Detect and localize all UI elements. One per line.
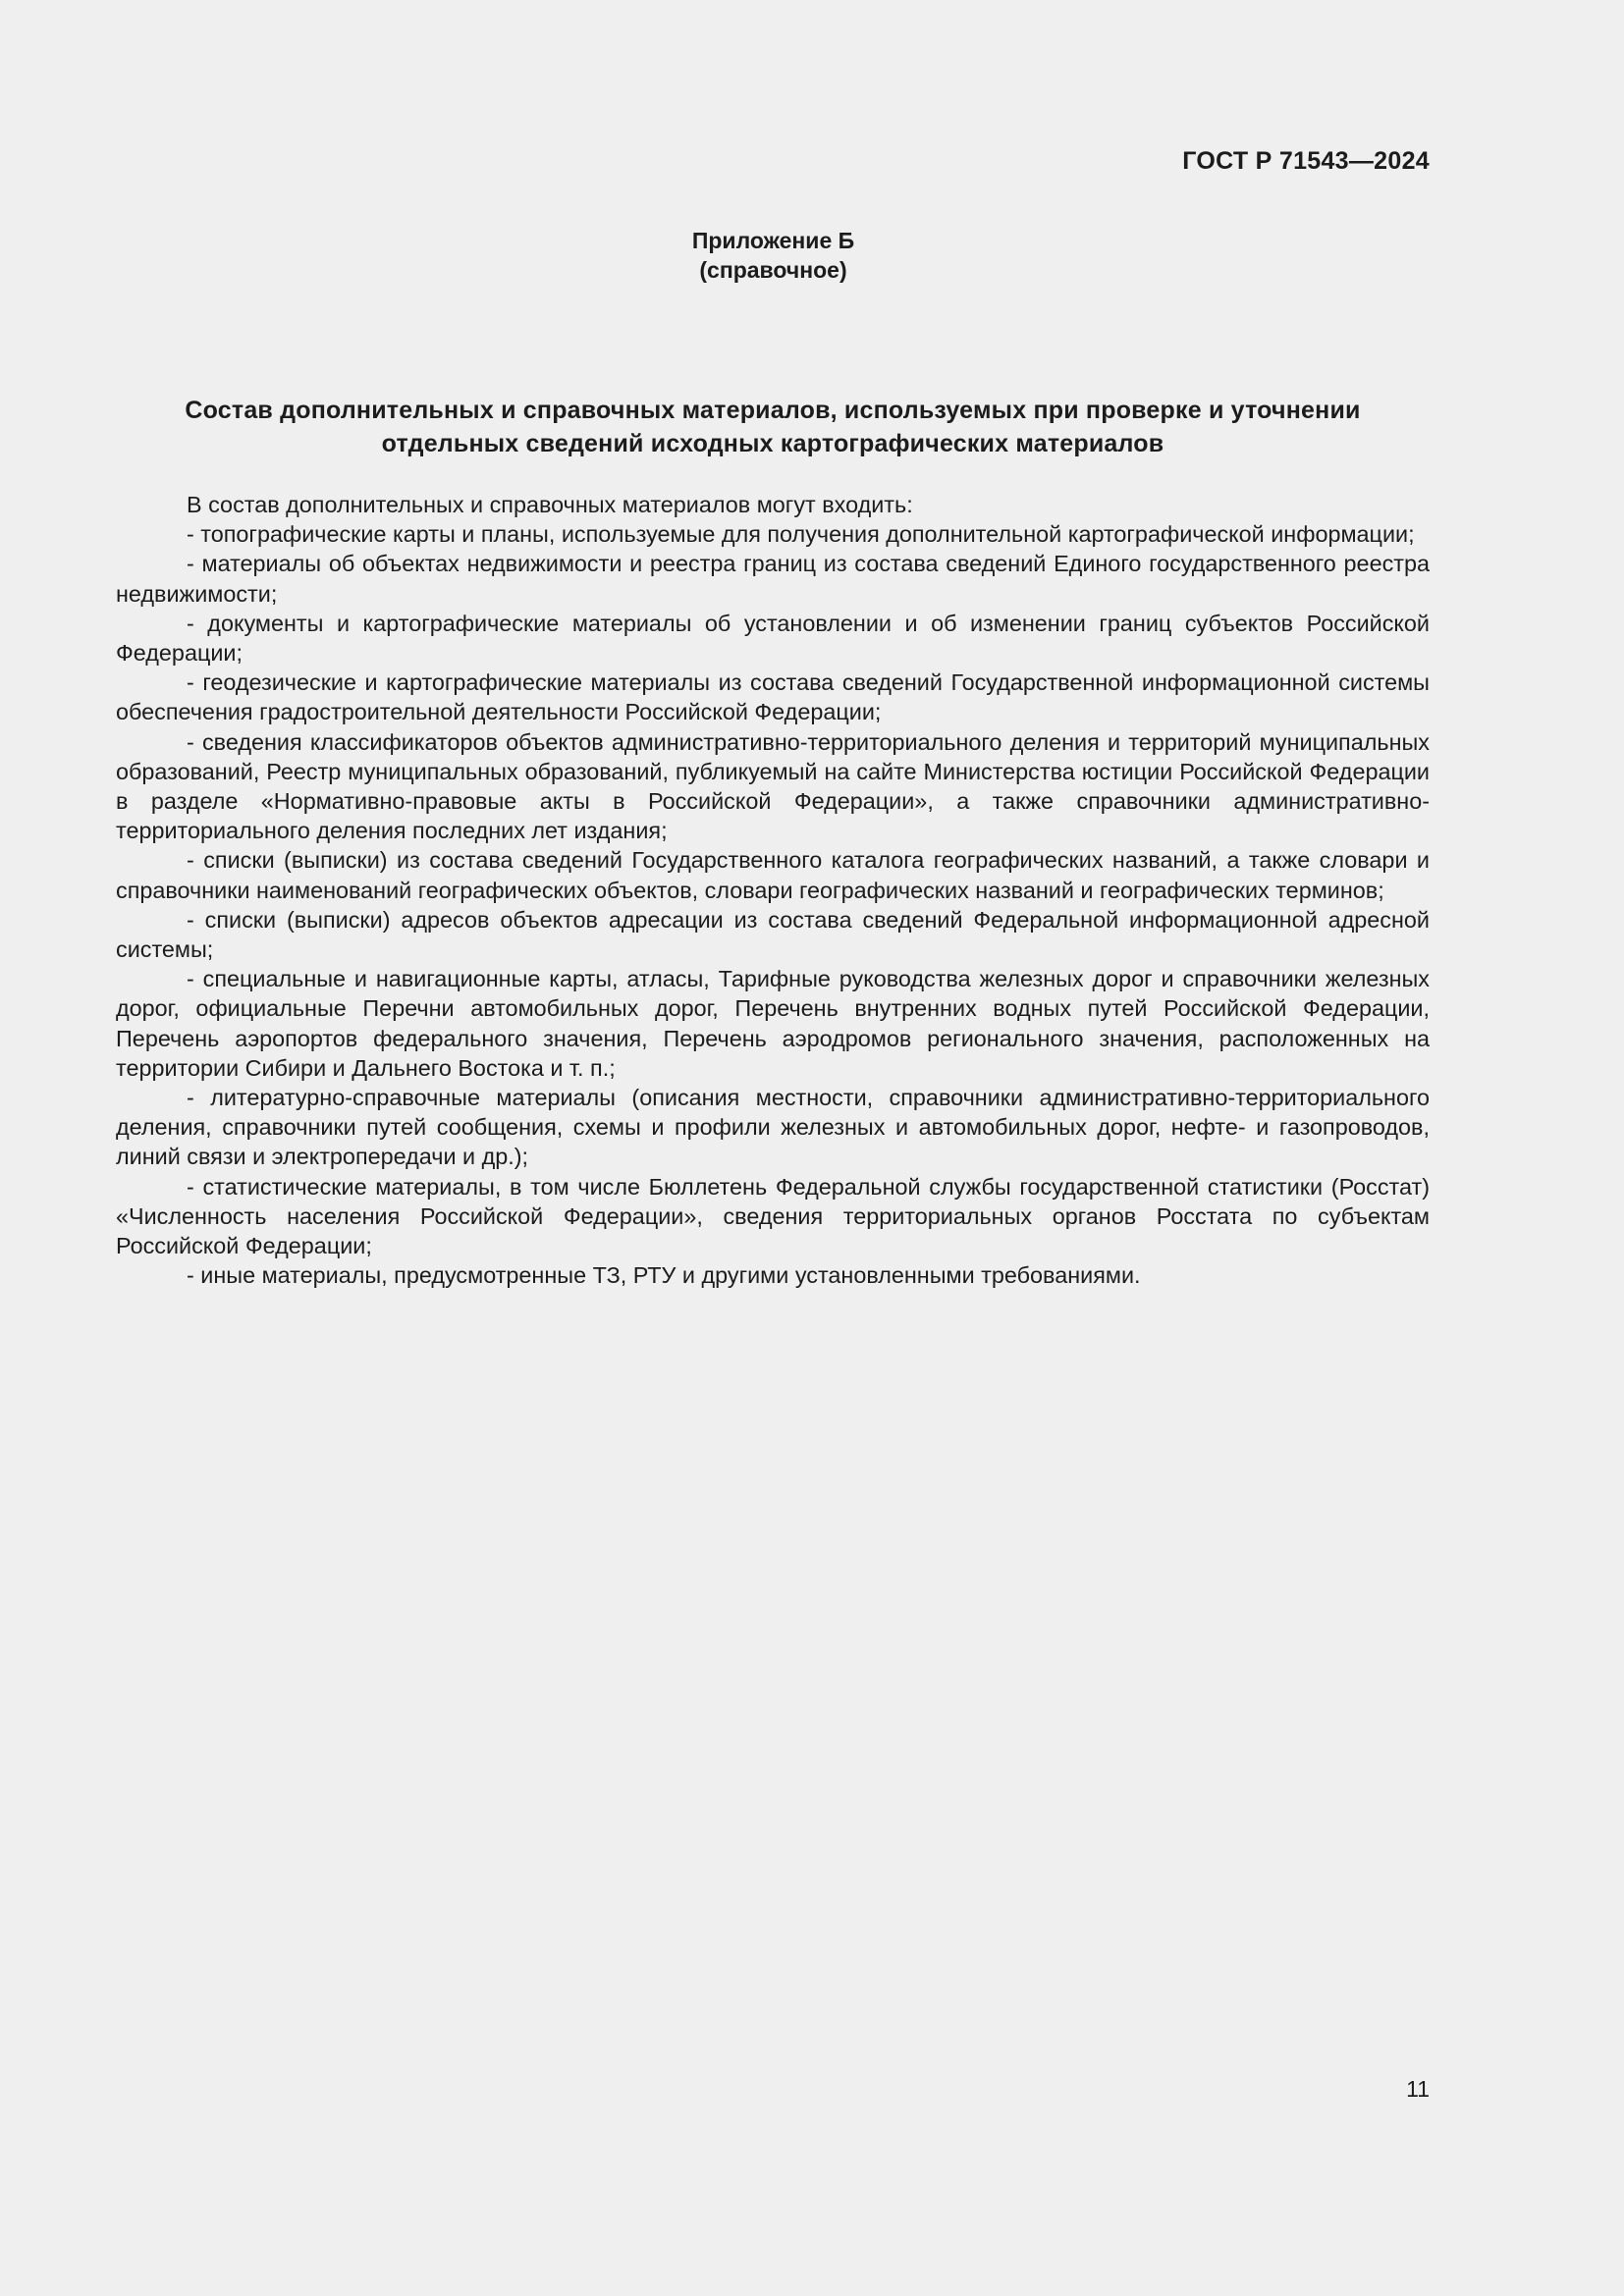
appendix-subtitle: (справочное) xyxy=(699,257,847,283)
document-code: ГОСТ Р 71543—2024 xyxy=(1182,147,1430,175)
list-item: - специальные и навигационные карты, атласы, Тарифные руководства железных дорог и справочники железных дорог, официальные Перечни автомобильных дорог, Перечень внутренних водных путей Российской Федерации, Перечень аэропортов федерального значения, Перечень аэродромов регионального значения, расположенных на территории Сибири и Дальнего Востока и т. п.; xyxy=(116,966,1430,1081)
list-item: - списки (выписки) из состава сведений Государственного каталога географических названий, а также словари и справочники наименований географических объектов, словари географических названий и географических терминов; xyxy=(116,847,1430,903)
list-item: - иные материалы, предусмотренные ТЗ, РТУ и другими установленными требованиями. xyxy=(187,1262,1141,1289)
list-item: - сведения классификаторов объектов административно-территориального деления и территорий муниципальных образований, Реестр муниципальных образований, публикуемый на сайте Министерства юстиции Российской Федерации в разделе «Нормативно-правовые акты в Российской Федерации», а также справочники административно-территориального деления последних лет издания; xyxy=(116,728,1430,844)
intro-paragraph: В состав дополнительных и справочных материалов могут входить: xyxy=(187,492,913,517)
section-title: Состав дополнительных и справочных материалов, используемых при проверке и уточнении отдельных сведений исходных картографических материалов xyxy=(185,397,1361,457)
list-item: - материалы об объектах недвижимости и реестра границ из состава сведений Единого государственного реестра недвижимости; xyxy=(116,551,1430,607)
list-item: - статистические материалы, в том числе Бюллетень Федеральной службы государственной статистики (Росстат) «Численность населения Российской Федерации», сведения территориальных органов Росстата по субъектам Российской Федерации; xyxy=(116,1173,1430,1259)
list-item: - документы и картографические материалы об установлении и об изменении границ субъектов Российской Федерации; xyxy=(116,610,1430,667)
body-text xyxy=(116,490,1430,1290)
appendix-title: Приложение Б xyxy=(691,228,855,253)
list-item: - списки (выписки) адресов объектов адресации из состава сведений Федеральной информационной адресной системы; xyxy=(116,906,1430,963)
list-item: - геодезические и картографические материалы из состава сведений Государственной информационной системы обеспечения градостроительной деятельности Российской Федерации; xyxy=(116,669,1430,725)
list-item: - литературно-справочные материалы (описания местности, справочники административно-территориального деления, справочники путей сообщения, схемы и профили железных и автомобильных дорог, нефте- и газопроводов, линий связи и электропередачи и др.); xyxy=(116,1085,1430,1170)
appendix-heading xyxy=(0,226,1546,285)
page-number: 11 xyxy=(1406,2076,1430,2102)
list-item: - топографические карты и планы, используемые для получения дополнительной картографической информации; xyxy=(187,521,1415,548)
